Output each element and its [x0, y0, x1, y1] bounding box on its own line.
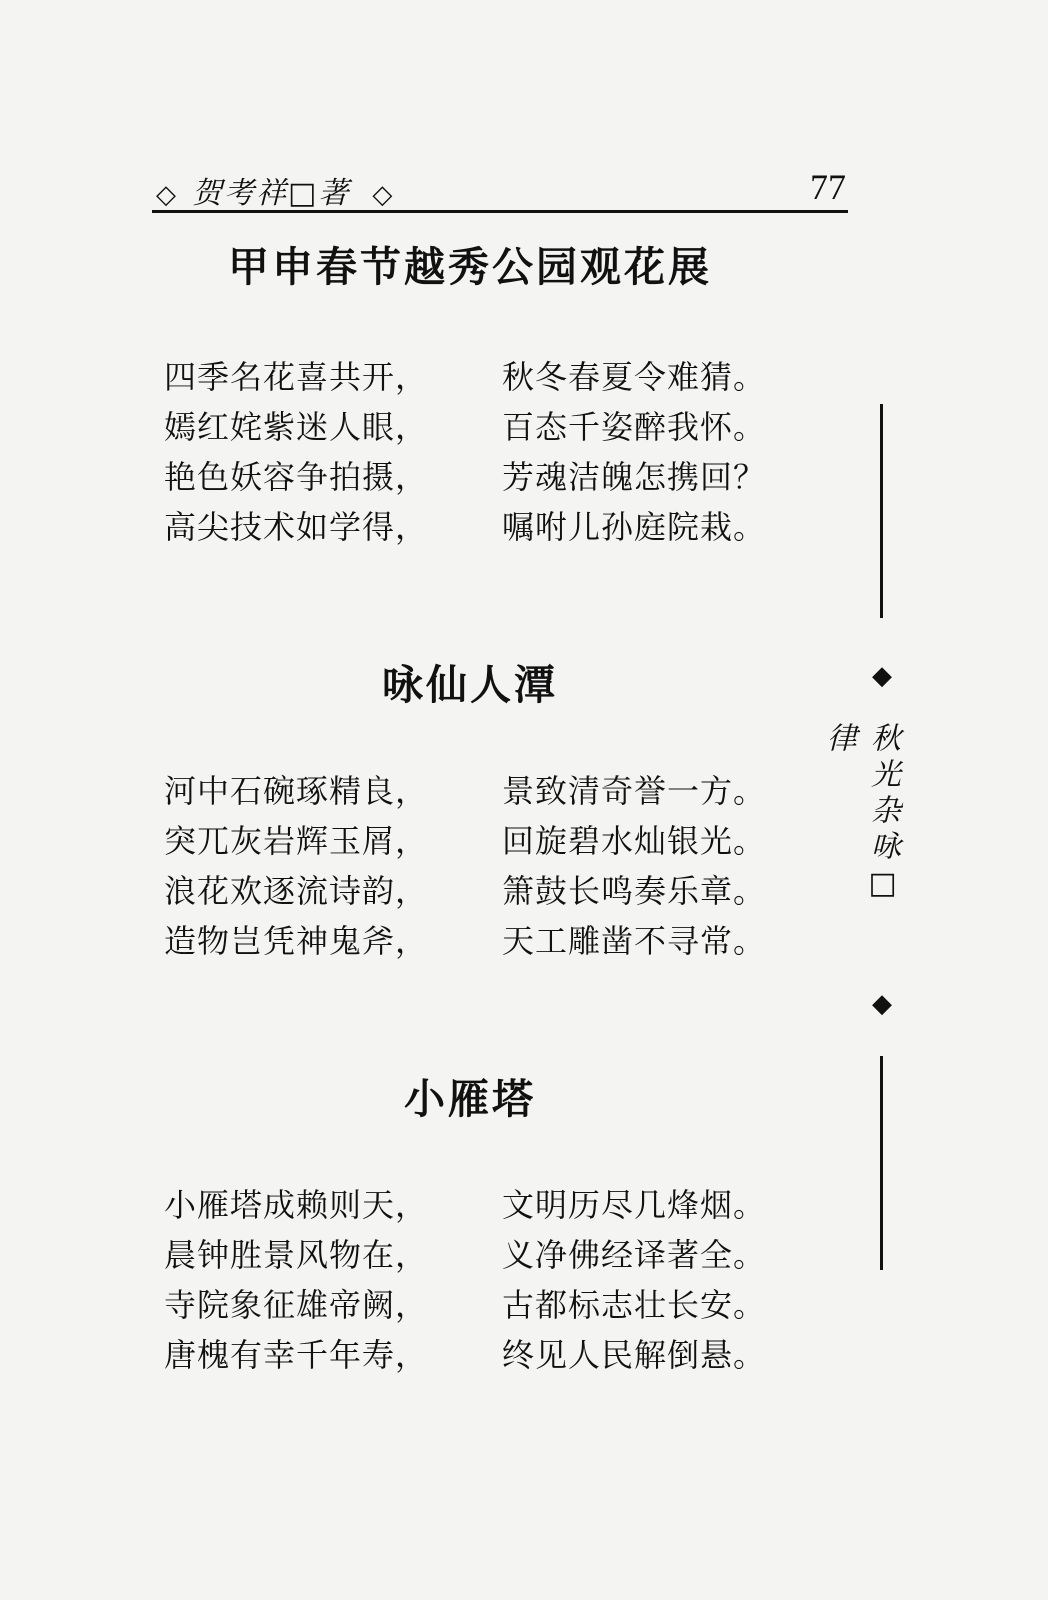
chapter-side-title: 秋光杂咏□律 — [821, 722, 900, 907]
poem-line — [164, 1280, 804, 1330]
line-first-half: 突兀灰岩辉玉屑， — [164, 822, 429, 860]
line-second-half: 天工雕凿不寻常。 — [502, 922, 767, 960]
line-first-half: 四季名花喜共开， — [164, 358, 429, 396]
page-number: 77 — [810, 167, 846, 207]
poem-line — [164, 1230, 804, 1280]
header-role: 著 — [318, 176, 351, 211]
line-second-half: 嘱咐儿孙庭院栽。 — [502, 508, 767, 546]
poem-title: 咏仙人潭 — [382, 661, 558, 709]
line-second-half: 文明历尽几烽烟。 — [502, 1186, 767, 1224]
poem-line — [164, 766, 804, 816]
line-first-half: 高尖技术如学得， — [164, 508, 429, 546]
poem-line — [164, 502, 804, 552]
side-top-diamond-icon: ◆ — [872, 661, 892, 691]
line-first-half: 浪花欢逐流诗韵， — [164, 872, 429, 910]
poem-line — [164, 916, 804, 966]
poem-line — [164, 452, 804, 502]
line-first-half: 河中石碗琢精良， — [164, 772, 429, 810]
header-left-diamond-icon: ◇ — [156, 180, 178, 210]
line-first-half: 晨钟胜景风物在， — [164, 1236, 429, 1274]
poem-line — [164, 816, 804, 866]
poem-stanza — [164, 766, 804, 966]
side-rule-top — [880, 404, 883, 618]
poem-line — [164, 866, 804, 916]
header-author: 贺考祥 — [192, 176, 288, 211]
line-second-half: 箫鼓长鸣奏乐章。 — [502, 872, 767, 910]
header-box: □ — [288, 176, 319, 211]
poem-line — [164, 1180, 804, 1230]
line-second-half: 秋冬春夏令难猜。 — [502, 358, 767, 396]
line-second-half: 义净佛经译著全。 — [502, 1236, 767, 1274]
line-second-half: 景致清奇誉一方。 — [502, 772, 767, 810]
line-first-half: 嫣红姹紫迷人眼， — [164, 408, 429, 446]
running-header — [152, 166, 848, 213]
poem-title: 甲申春节越秀公园观花展 — [228, 243, 712, 291]
poem-line — [164, 402, 804, 452]
line-second-half: 芳魂洁魄怎携回？ — [502, 458, 767, 496]
line-second-half: 百态千姿醉我怀。 — [502, 408, 767, 446]
poem-stanza — [164, 352, 804, 552]
header-author-line — [156, 168, 394, 212]
side-rule-bottom — [880, 1056, 883, 1270]
line-second-half: 古都标志壮长安。 — [502, 1286, 767, 1324]
poem-title: 小雁塔 — [404, 1075, 536, 1123]
line-second-half: 回旋碧水灿银光。 — [502, 822, 767, 860]
poem-line — [164, 1330, 804, 1380]
poem-stanza — [164, 1180, 804, 1380]
header-right-diamond-icon: ◇ — [372, 180, 395, 210]
side-bottom-diamond-icon: ◆ — [872, 989, 892, 1019]
line-first-half: 艳色妖容争拍摄， — [164, 458, 429, 496]
poem-line — [164, 352, 804, 402]
line-second-half: 终见人民解倒悬。 — [502, 1336, 767, 1374]
line-first-half: 唐槐有幸千年寿， — [164, 1336, 429, 1374]
line-first-half: 小雁塔成赖则天， — [164, 1186, 429, 1224]
line-first-half: 造物岂凭神鬼斧， — [164, 922, 429, 960]
line-first-half: 寺院象征雄帝阙， — [164, 1286, 429, 1324]
